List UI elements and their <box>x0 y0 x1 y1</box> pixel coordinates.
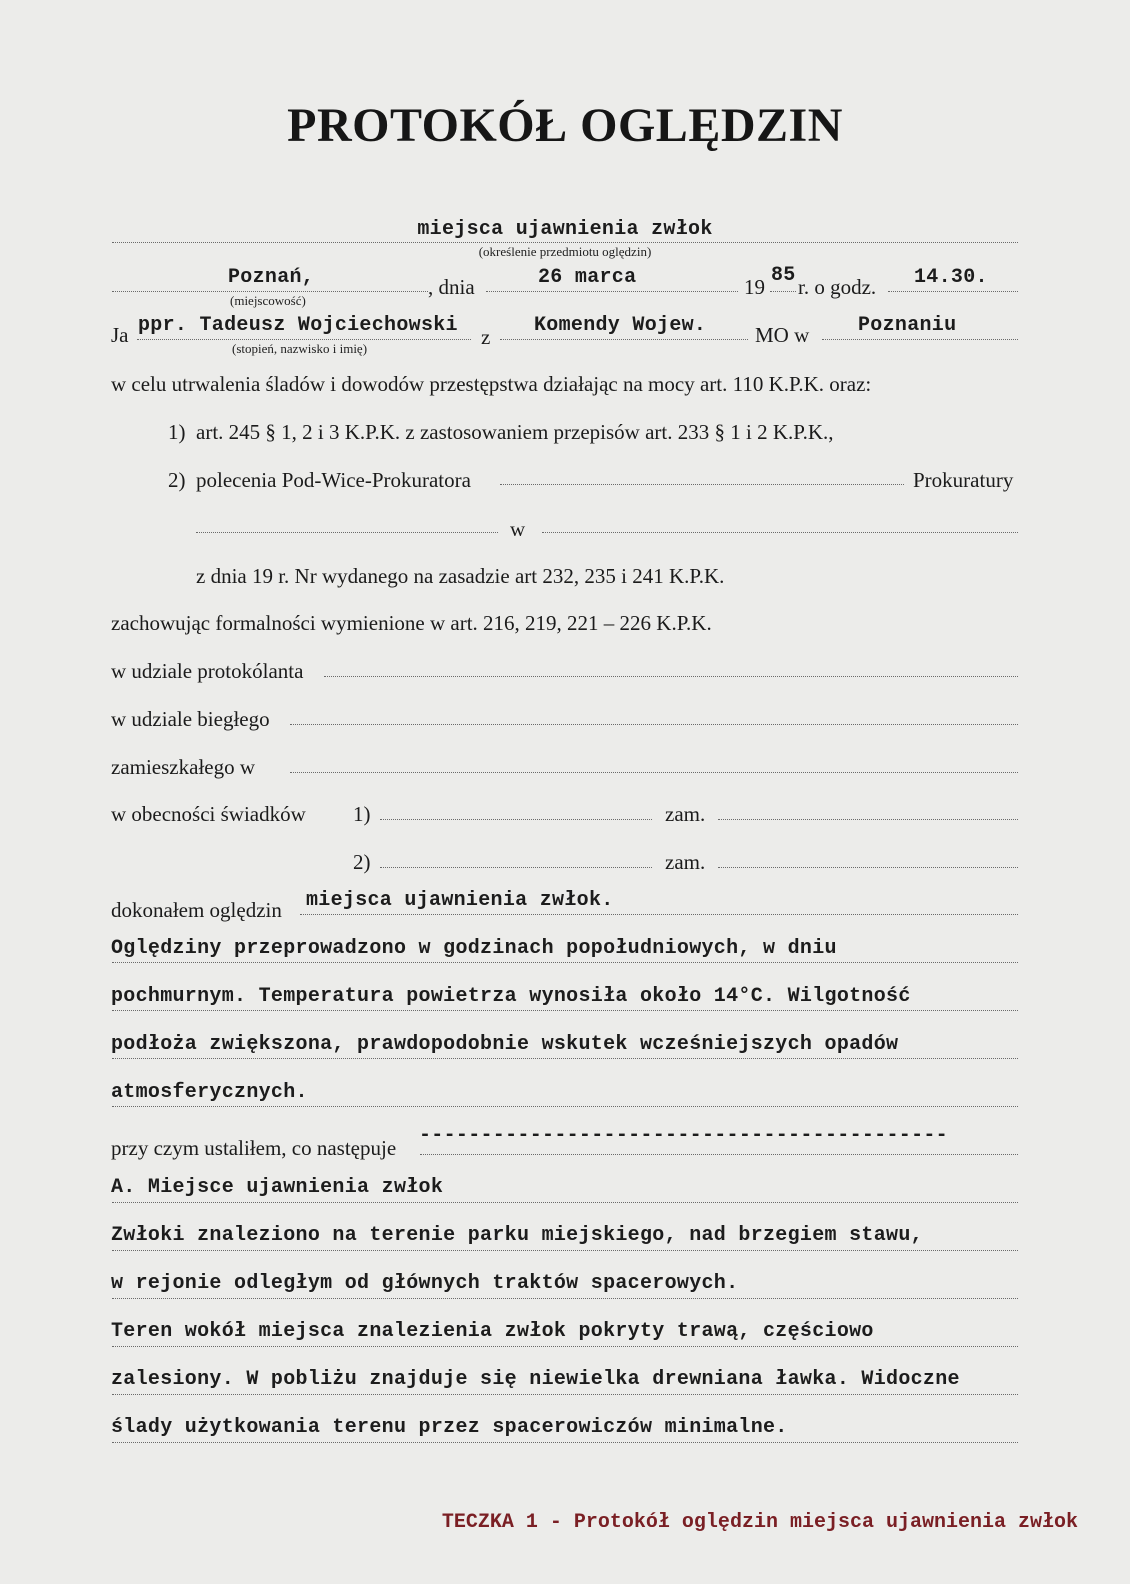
findings-rule-1 <box>112 1202 1018 1203</box>
inspected-value: miejsca ujawnienia zwłok. <box>306 889 614 912</box>
witness1-number: 1) <box>353 802 371 826</box>
officer-line <box>137 339 471 340</box>
city-line <box>822 339 1018 340</box>
findings-line-5: zalesiony. W pobliżu znajduje się niewielka drewniana ławka. Widoczne <box>111 1368 960 1391</box>
findings-line-1: A. Miejsce ujawnienia zwłok <box>111 1176 444 1199</box>
order-date-text: z dnia 19 r. Nr wydanego na zasadzie art 232, 235 i 241 K.P.K. <box>196 564 725 588</box>
established-line <box>420 1154 1018 1155</box>
conditions-line-2: pochmurnym. Temperatura powietrza wynosiła około 14°C. Wilgotność <box>111 985 911 1008</box>
expert-line <box>290 724 1018 725</box>
findings-line-3: w rejonie odległym od głównych traktów spacerowych. <box>111 1272 739 1295</box>
witness1-address-line <box>718 819 1018 820</box>
inspected-line <box>300 914 1018 915</box>
place-value: Poznań, <box>228 266 315 289</box>
year-line <box>770 291 796 292</box>
conditions-line-1: Oględziny przeprowadzono w godzinach popołudniowych, w dniu <box>111 937 837 960</box>
findings-line-6: ślady użytkowania terenu przez spacerowiczów minimalne. <box>111 1416 788 1439</box>
date-label: , dnia <box>428 275 475 299</box>
findings-rule-4 <box>112 1346 1018 1347</box>
witnesses-label: w obecności świadków <box>111 802 306 826</box>
findings-rule-6 <box>112 1442 1018 1443</box>
folder-footer: TECZKA 1 - Protokół oględzin miejsca ujawnienia zwłok <box>441 1511 1078 1534</box>
findings-rule-2 <box>112 1250 1018 1251</box>
purpose-text: w celu utrwalenia śladów i dowodów przestępstwa działając na mocy art. 110 K.P.K. oraz: <box>111 372 872 396</box>
witness2-address-line <box>718 867 1018 868</box>
conditions-rule-1 <box>112 962 1018 963</box>
witness2-zam-label: zam. <box>665 850 706 874</box>
clerk-line <box>324 676 1018 677</box>
point1-text: art. 245 § 1, 2 i 3 K.P.K. z zastosowaniem przepisów art. 233 § 1 i 2 K.P.K., <box>196 420 834 444</box>
established-dashes: ------------------------------------------- <box>419 1124 948 1147</box>
subject-line <box>112 242 1018 243</box>
findings-rule-3 <box>112 1298 1018 1299</box>
resident-label: zamieszkałego w <box>111 755 256 779</box>
conditions-line-3: podłoża zwiększona, prawdopodobnie wskutek wcześniejszych opadów <box>111 1033 899 1056</box>
prosecution-name-line <box>196 532 498 533</box>
formalities-text: zachowując formalności wymienione w art. 216, 219, 221 – 226 K.P.K. <box>111 611 712 635</box>
time-label: r. o godz. <box>798 275 877 299</box>
unit-line <box>500 339 748 340</box>
conditions-rule-3 <box>112 1058 1018 1059</box>
prosecutor-line <box>500 484 904 485</box>
subject-value: miejsca ujawnienia zwłok <box>417 218 713 241</box>
date-line <box>486 291 738 292</box>
prosecution-label: Prokuratury <box>913 468 1014 492</box>
prosecution-city-line <box>542 532 1018 533</box>
witness1-zam-label: zam. <box>665 802 706 826</box>
in-label: w <box>510 517 526 541</box>
unit-value: Komendy Wojew. <box>534 314 707 337</box>
place-line <box>112 291 428 292</box>
findings-line-2: Zwłoki znaleziono na terenie parku miejskiego, nad brzegiem stawu, <box>111 1224 923 1247</box>
document-title: PROTOKÓŁ OGLĘDZIN <box>287 99 843 152</box>
officer-caption: (stopień, nazwisko i imię) <box>232 341 368 356</box>
officer-prefix: Ja <box>111 323 129 347</box>
established-label: przy czym ustaliłem, co następuje <box>111 1136 397 1160</box>
point2-number: 2) <box>168 468 186 492</box>
expert-label: w udziale biegłego <box>111 707 270 731</box>
time-line <box>888 291 1018 292</box>
date-value: 26 marca <box>538 266 637 289</box>
time-value: 14.30. <box>914 266 988 289</box>
year-prefix: 19 <box>744 275 765 299</box>
conditions-rule-2 <box>112 1010 1018 1011</box>
subject-caption: (określenie przedmiotu oględzin) <box>478 244 652 259</box>
findings-rule-5 <box>112 1394 1018 1395</box>
mo-label: MO w <box>755 323 810 347</box>
conditions-rule-4 <box>112 1106 1018 1107</box>
findings-line-4: Teren wokół miejsca znalezienia zwłok pokryty trawą, częściowo <box>111 1320 874 1343</box>
clerk-label: w udziale protokólanta <box>111 659 304 683</box>
witness2-number: 2) <box>353 850 371 874</box>
conditions-line-4: atmosferycznych. <box>111 1081 308 1104</box>
witness2-line <box>380 867 652 868</box>
from-label: z <box>481 325 491 349</box>
witness1-line <box>380 819 652 820</box>
inspected-label: dokonałem oględzin <box>111 898 282 922</box>
resident-line <box>290 772 1018 773</box>
place-caption: (miejscowość) <box>230 293 306 308</box>
officer-value: ppr. Tadeusz Wojciechowski <box>138 314 458 337</box>
point2-text: polecenia Pod-Wice-Prokuratora <box>196 468 471 492</box>
year-value: 85 <box>771 264 796 287</box>
point1-number: 1) <box>168 420 186 444</box>
city-value: Poznaniu <box>858 314 957 337</box>
